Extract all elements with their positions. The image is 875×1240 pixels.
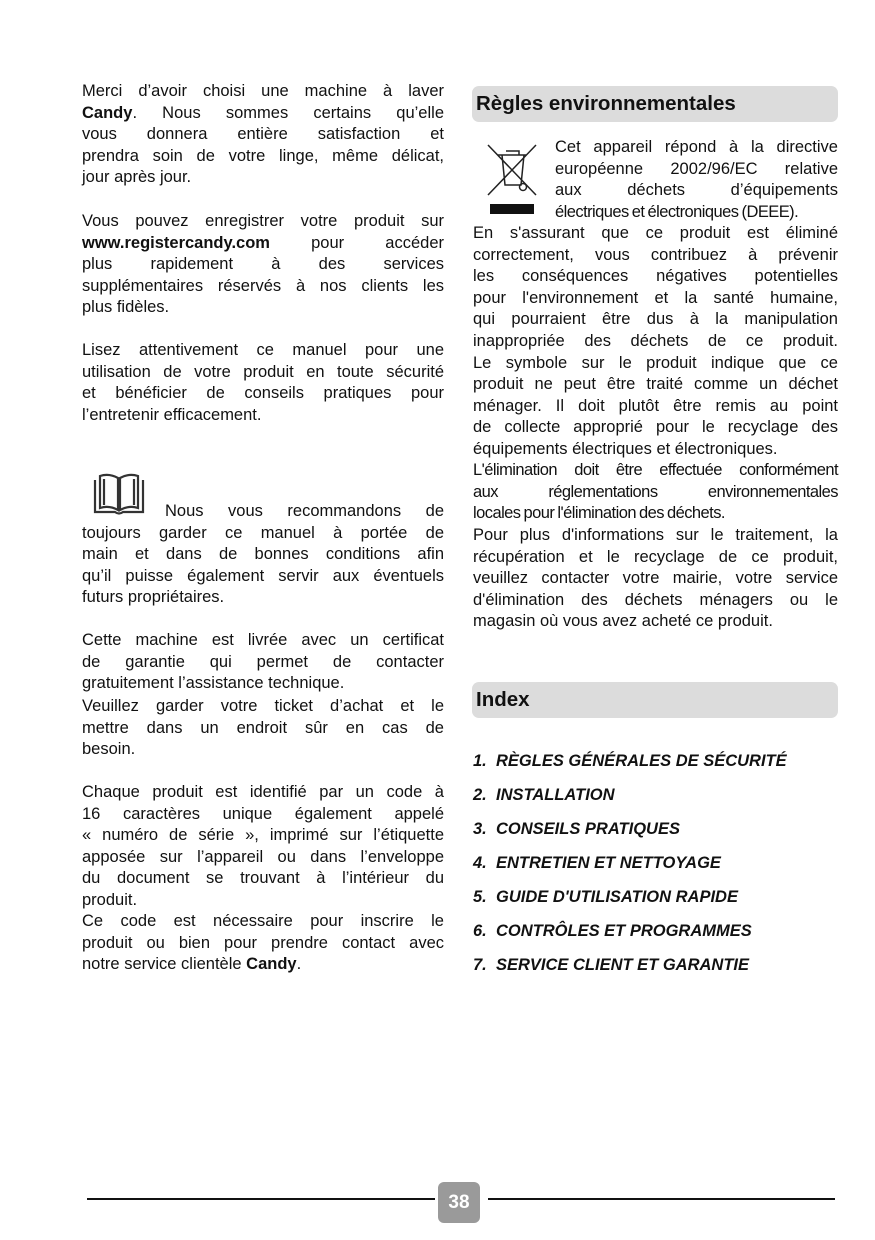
index-label: ENTRETIEN ET NETTOYAGE	[496, 854, 721, 872]
index-label: GUIDE D'UTILISATION RAPIDE	[496, 888, 738, 906]
text-line: Nous vous recommandons de	[165, 502, 444, 520]
index-number: 1.	[473, 752, 487, 770]
text-line: européenne 2002/96/EC relative	[555, 159, 838, 178]
text-line: Cette machine est livrée avec un certificat	[82, 631, 444, 649]
text-line: main et dans de bonnes conditions afin	[82, 545, 444, 564]
text-line: pour l'environnement et la santé humaine,	[473, 288, 838, 307]
text-line: inappropriée des déchets de ce produit.	[473, 331, 838, 350]
brand-text: Candy	[82, 103, 133, 122]
text-line: ménager. Il doit plutôt être remis au point	[473, 396, 838, 415]
text-line: qu’il puisse également servir aux éventuels	[82, 566, 444, 585]
index-item	[473, 920, 752, 942]
footer-rule-left	[87, 1198, 435, 1200]
text-line: plus rapidement à des services	[82, 255, 444, 274]
text-line: apposée sur l’appareil ou dans l’enveloppe	[82, 847, 444, 866]
text-line: de garantie qui permet de contacter	[82, 652, 444, 671]
text-line: l’entretenir efficacement.	[82, 405, 262, 424]
text-line: produit.	[82, 890, 138, 909]
index-label: INSTALLATION	[496, 786, 615, 804]
index-number: 7.	[473, 956, 487, 974]
text-line	[82, 103, 444, 125]
text-line: besoin.	[82, 740, 136, 759]
text-line: correctement, vous contribuez à prévenir	[473, 245, 838, 264]
text-line: magasin où vous avez acheté ce produit.	[473, 612, 773, 631]
index-item	[473, 852, 721, 874]
manual-book-icon	[91, 472, 147, 516]
paragraph	[82, 782, 444, 912]
text-line: Cet appareil répond à la directive	[555, 138, 838, 156]
paragraph	[82, 211, 444, 319]
text-line: et bénéficier de conseils pratiques pour	[82, 384, 444, 403]
index-number: 6.	[473, 922, 487, 940]
paragraph	[473, 525, 838, 633]
text-line: Chaque produit est identifié par un code à	[82, 783, 444, 801]
text-line: futurs propriétaires.	[82, 588, 225, 607]
page-number-badge: 38	[438, 1182, 480, 1223]
text-line: toujours garder ce manuel à portée de	[82, 523, 444, 542]
text-span: pour accéder	[269, 233, 444, 252]
brand-text: www.registercandy.com	[82, 233, 270, 252]
text-line: Lisez attentivement ce manuel pour une	[82, 341, 444, 359]
text-span: notre service clientèle	[82, 955, 247, 974]
paragraph	[82, 501, 444, 609]
text-line: utilisation de votre produit en toute sécurité	[82, 362, 444, 381]
paragraph	[82, 340, 444, 426]
index-number: 5.	[473, 888, 487, 906]
text-line: du document se trouvant à l’intérieur du	[82, 869, 444, 888]
paragraph	[82, 696, 444, 761]
text-line: électriques et électroniques (DEEE).	[555, 202, 799, 221]
index-item	[473, 954, 749, 976]
text-line: Merci d’avoir choisi une machine à laver	[82, 82, 444, 100]
text-line: En s'assurant que ce produit est éliminé	[473, 224, 838, 242]
text-line	[82, 233, 444, 255]
index-label: RÈGLES GÉNÉRALES DE SÉCURITÉ	[496, 752, 787, 770]
text-line: veuillez contacter votre mairie, votre service	[473, 569, 838, 588]
index-header: Index	[472, 682, 838, 718]
index-label: CONTRÔLES ET PROGRAMMES	[496, 922, 752, 940]
text-line: plus fidèles.	[82, 298, 170, 317]
text-line: L'élimination doit être effectuée conformément	[473, 461, 838, 479]
text-line: Pour plus d'informations sur le traitement, la	[473, 526, 838, 544]
text-line: jour après jour.	[82, 168, 192, 187]
index-number: 4.	[473, 854, 487, 872]
text-line: supplémentaires réservés à nos clients les	[82, 276, 444, 295]
text-line: récupération et le recyclage de ce produit,	[473, 547, 838, 566]
text-line: prendra soin de votre linge, même délicat,	[82, 146, 444, 165]
weee-crossed-bin-icon	[486, 143, 538, 217]
text-line: Veuillez garder votre ticket d’achat et le	[82, 697, 444, 715]
paragraph	[82, 630, 444, 695]
text-line: locales pour l'élimination des déchets.	[473, 504, 725, 523]
text-line: aux réglementations environnementales	[473, 482, 838, 501]
paragraph	[82, 911, 444, 976]
text-line: d'élimination des déchets ménagers ou le	[473, 590, 838, 609]
text-line: produit ou bien pour prendre contact avec	[82, 933, 444, 952]
text-line: « numéro de série », imprimé sur l’étiquette	[82, 826, 444, 845]
index-label: SERVICE CLIENT ET GARANTIE	[496, 956, 750, 974]
text-line: les conséquences négatives potentielles	[473, 267, 838, 286]
index-item	[473, 886, 738, 908]
text-line: produit ne peut être traité comme un déchet	[473, 375, 838, 394]
text-line: de collecte approprié pour le recyclage des	[473, 418, 838, 437]
paragraph	[82, 81, 444, 189]
index-item	[473, 750, 787, 772]
text-line: vous donnera entière satisfaction et	[82, 125, 444, 144]
text-line	[82, 954, 444, 976]
text-span: .	[296, 955, 302, 974]
paragraph	[473, 223, 838, 461]
text-line: 16 caractères unique également appelé	[82, 804, 444, 823]
text-line: Vous pouvez enregistrer votre produit sur	[82, 212, 444, 230]
text-line: Ce code est nécessaire pour inscrire le	[82, 912, 444, 930]
index-item	[473, 784, 615, 806]
footer-rule-right	[488, 1198, 835, 1200]
index-item	[473, 818, 680, 840]
text-line: aux déchets d’équipements	[555, 181, 838, 200]
paragraph	[473, 460, 838, 525]
text-span: . Nous sommes certains qu’elle	[132, 103, 444, 122]
text-line: mettre dans un endroit sûr en cas de	[82, 718, 444, 737]
brand-text: Candy	[246, 955, 297, 974]
index-number: 2.	[473, 786, 487, 804]
text-line: qui pourraient être dus à la manipulation	[473, 310, 838, 329]
index-number: 3.	[473, 820, 487, 838]
text-line: équipements électriques et électroniques.	[473, 439, 778, 458]
text-line: gratuitement l’assistance technique.	[82, 674, 345, 693]
text-line: Le symbole sur le produit indique que ce	[473, 353, 838, 372]
index-label: CONSEILS PRATIQUES	[496, 820, 680, 838]
env-rules-header: Règles environnementales	[472, 86, 838, 122]
